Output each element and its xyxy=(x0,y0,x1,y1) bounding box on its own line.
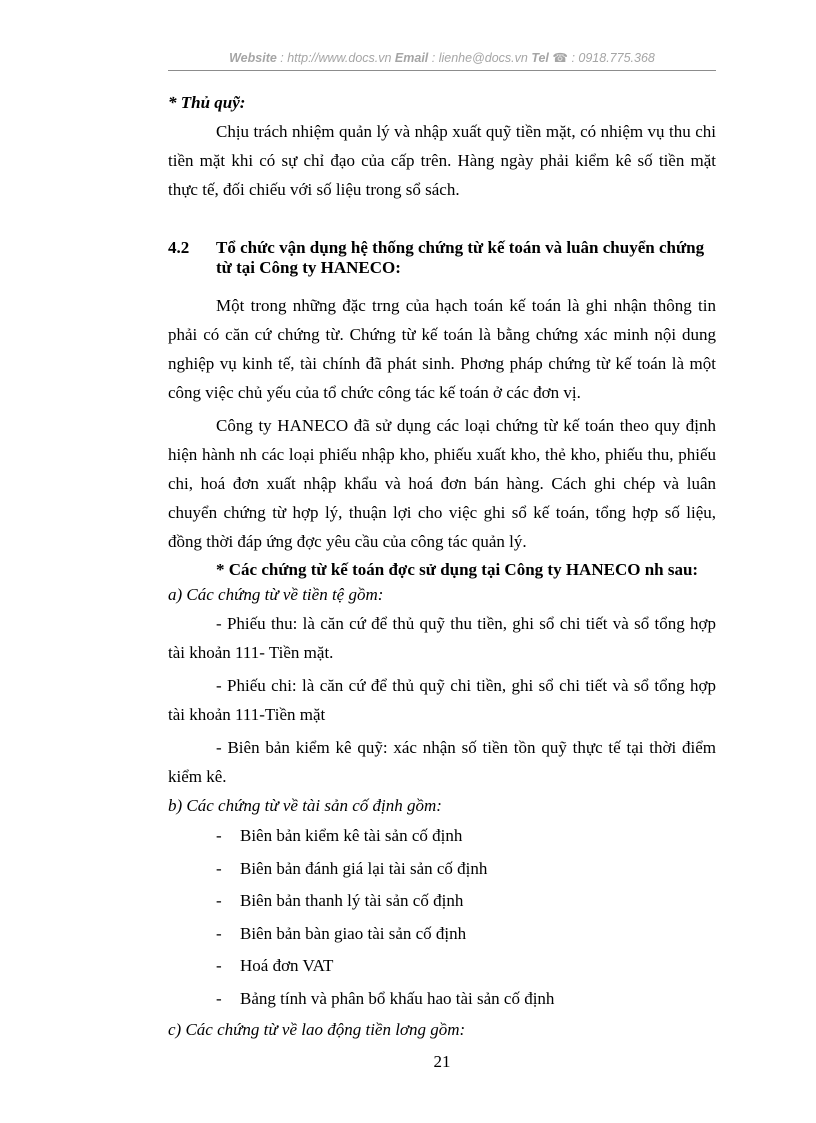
tien-te-heading: a) Các chứng từ về tiền tệ gồm: xyxy=(168,585,384,604)
bullet-mark: - xyxy=(216,956,222,975)
list-item-text: Biên bản bàn giao tài sản cố định xyxy=(240,923,467,943)
paragraph: Công ty HANECO đã sử dụng các loại chứng từ kế toán theo quy định hiện hành nh các loại phiếu nhập kho, phiếu xuất kho, thẻ kho, phiếu thu, phiếu chi, hoá đơn xuất nhập khẩu và hoá đơn bán hàng. Cách ghi chép và luân chuyển chứng từ hợp lý, thuận lợi cho việc ghi sổ kế toán, tổng hợp số liệu, đồng thời đáp ứng đợc yêu cầu của công tác quản lý. xyxy=(168,416,716,551)
list-item xyxy=(168,918,716,951)
list-item-text: Biên bản thanh lý tài sản cố định xyxy=(240,891,464,910)
bullet-mark: - xyxy=(216,826,222,845)
tien-te-item: - Biên bản kiểm kê quỹ: xác nhận số tiền tồn quỹ thực tế tại thời điểm kiểm kê. xyxy=(168,738,716,786)
tai-san-heading: b) Các chứng từ về tài sản cố định gồm: xyxy=(168,796,442,815)
bullet-mark: - xyxy=(216,891,222,910)
tel-value: : 0918.775.368 xyxy=(567,51,655,65)
lao-dong-heading: c) Các chứng từ về lao động tiền lơng gồm: xyxy=(168,1020,466,1039)
list-item-text: Hoá đơn VAT xyxy=(240,956,334,975)
list-item xyxy=(168,885,716,918)
tai-san-list xyxy=(168,820,716,1015)
page-content xyxy=(168,88,716,1044)
list-item-text: Bảng tính và phân bổ khấu hao tài sản cố định xyxy=(240,988,555,1008)
email-label: Email xyxy=(394,51,429,65)
chung-tu-heading: * Các chứng từ kế toán đợc sử dụng tại Công ty HANECO nh sau: xyxy=(216,560,699,579)
email-value: : lienhe@docs.vn xyxy=(428,51,532,65)
list-item xyxy=(168,983,716,1016)
website-label: Website xyxy=(229,51,277,65)
section-number: 4.2 xyxy=(168,238,190,257)
bullet-mark: - xyxy=(216,988,222,1008)
thu-quy-heading: * Thủ quỹ: xyxy=(168,93,246,112)
list-item xyxy=(168,950,716,983)
list-item-text: Biên bản đánh giá lại tài sản cố định xyxy=(240,858,488,878)
page-header xyxy=(168,50,716,65)
phone-icon: ☎ xyxy=(552,51,568,65)
list-item xyxy=(168,853,716,886)
list-item xyxy=(168,820,716,853)
bullet-mark: - xyxy=(216,923,222,943)
page-number: 21 xyxy=(433,1052,451,1071)
tien-te-item: - Phiếu chi: là căn cứ để thủ quỹ chi tiền, ghi sổ chi tiết và sổ tổng hợp tài khoản 111-Tiền mặt xyxy=(168,676,716,724)
section-title-text: Tổ chức vận dụng hệ thống chứng từ kế toán và luân chuyển chứng từ tại Công ty HANECO: xyxy=(216,238,705,277)
tel-label: Tel xyxy=(531,51,549,65)
paragraph: Một trong những đặc trng của hạch toán kế toán là ghi nhận thông tin phải có căn cứ chứng từ. Chứng từ kế toán là bằng chứng xác minh nội dung nghiệp vụ kinh tế, tài chính đã phát sinh. Phơng pháp chứng từ kế toán là một công việc chủ yếu của tổ chức công tác kế toán ở các đơn vị. xyxy=(168,296,716,402)
tien-te-item: - Phiếu thu: là căn cứ để thủ quỹ thu tiền, ghi sổ chi tiết và sổ tổng hợp tài khoản 111- Tiền mặt. xyxy=(168,614,716,662)
header-rule xyxy=(168,70,716,71)
website-value: : http://www.docs.vn xyxy=(276,51,395,65)
bullet-mark: - xyxy=(216,858,222,878)
thu-quy-paragraph: Chịu trách nhiệm quản lý và nhập xuất quỹ tiền mặt, có nhiệm vụ thu chi tiền mặt khi có sự chỉ đạo của cấp trên. Hàng ngày phải kiểm kê số tiền mặt thực tế, đối chiếu với số liệu trong sổ sách. xyxy=(168,122,716,199)
section-title xyxy=(168,238,716,278)
list-item-text: Biên bản kiểm kê tài sản cố định xyxy=(240,826,463,845)
